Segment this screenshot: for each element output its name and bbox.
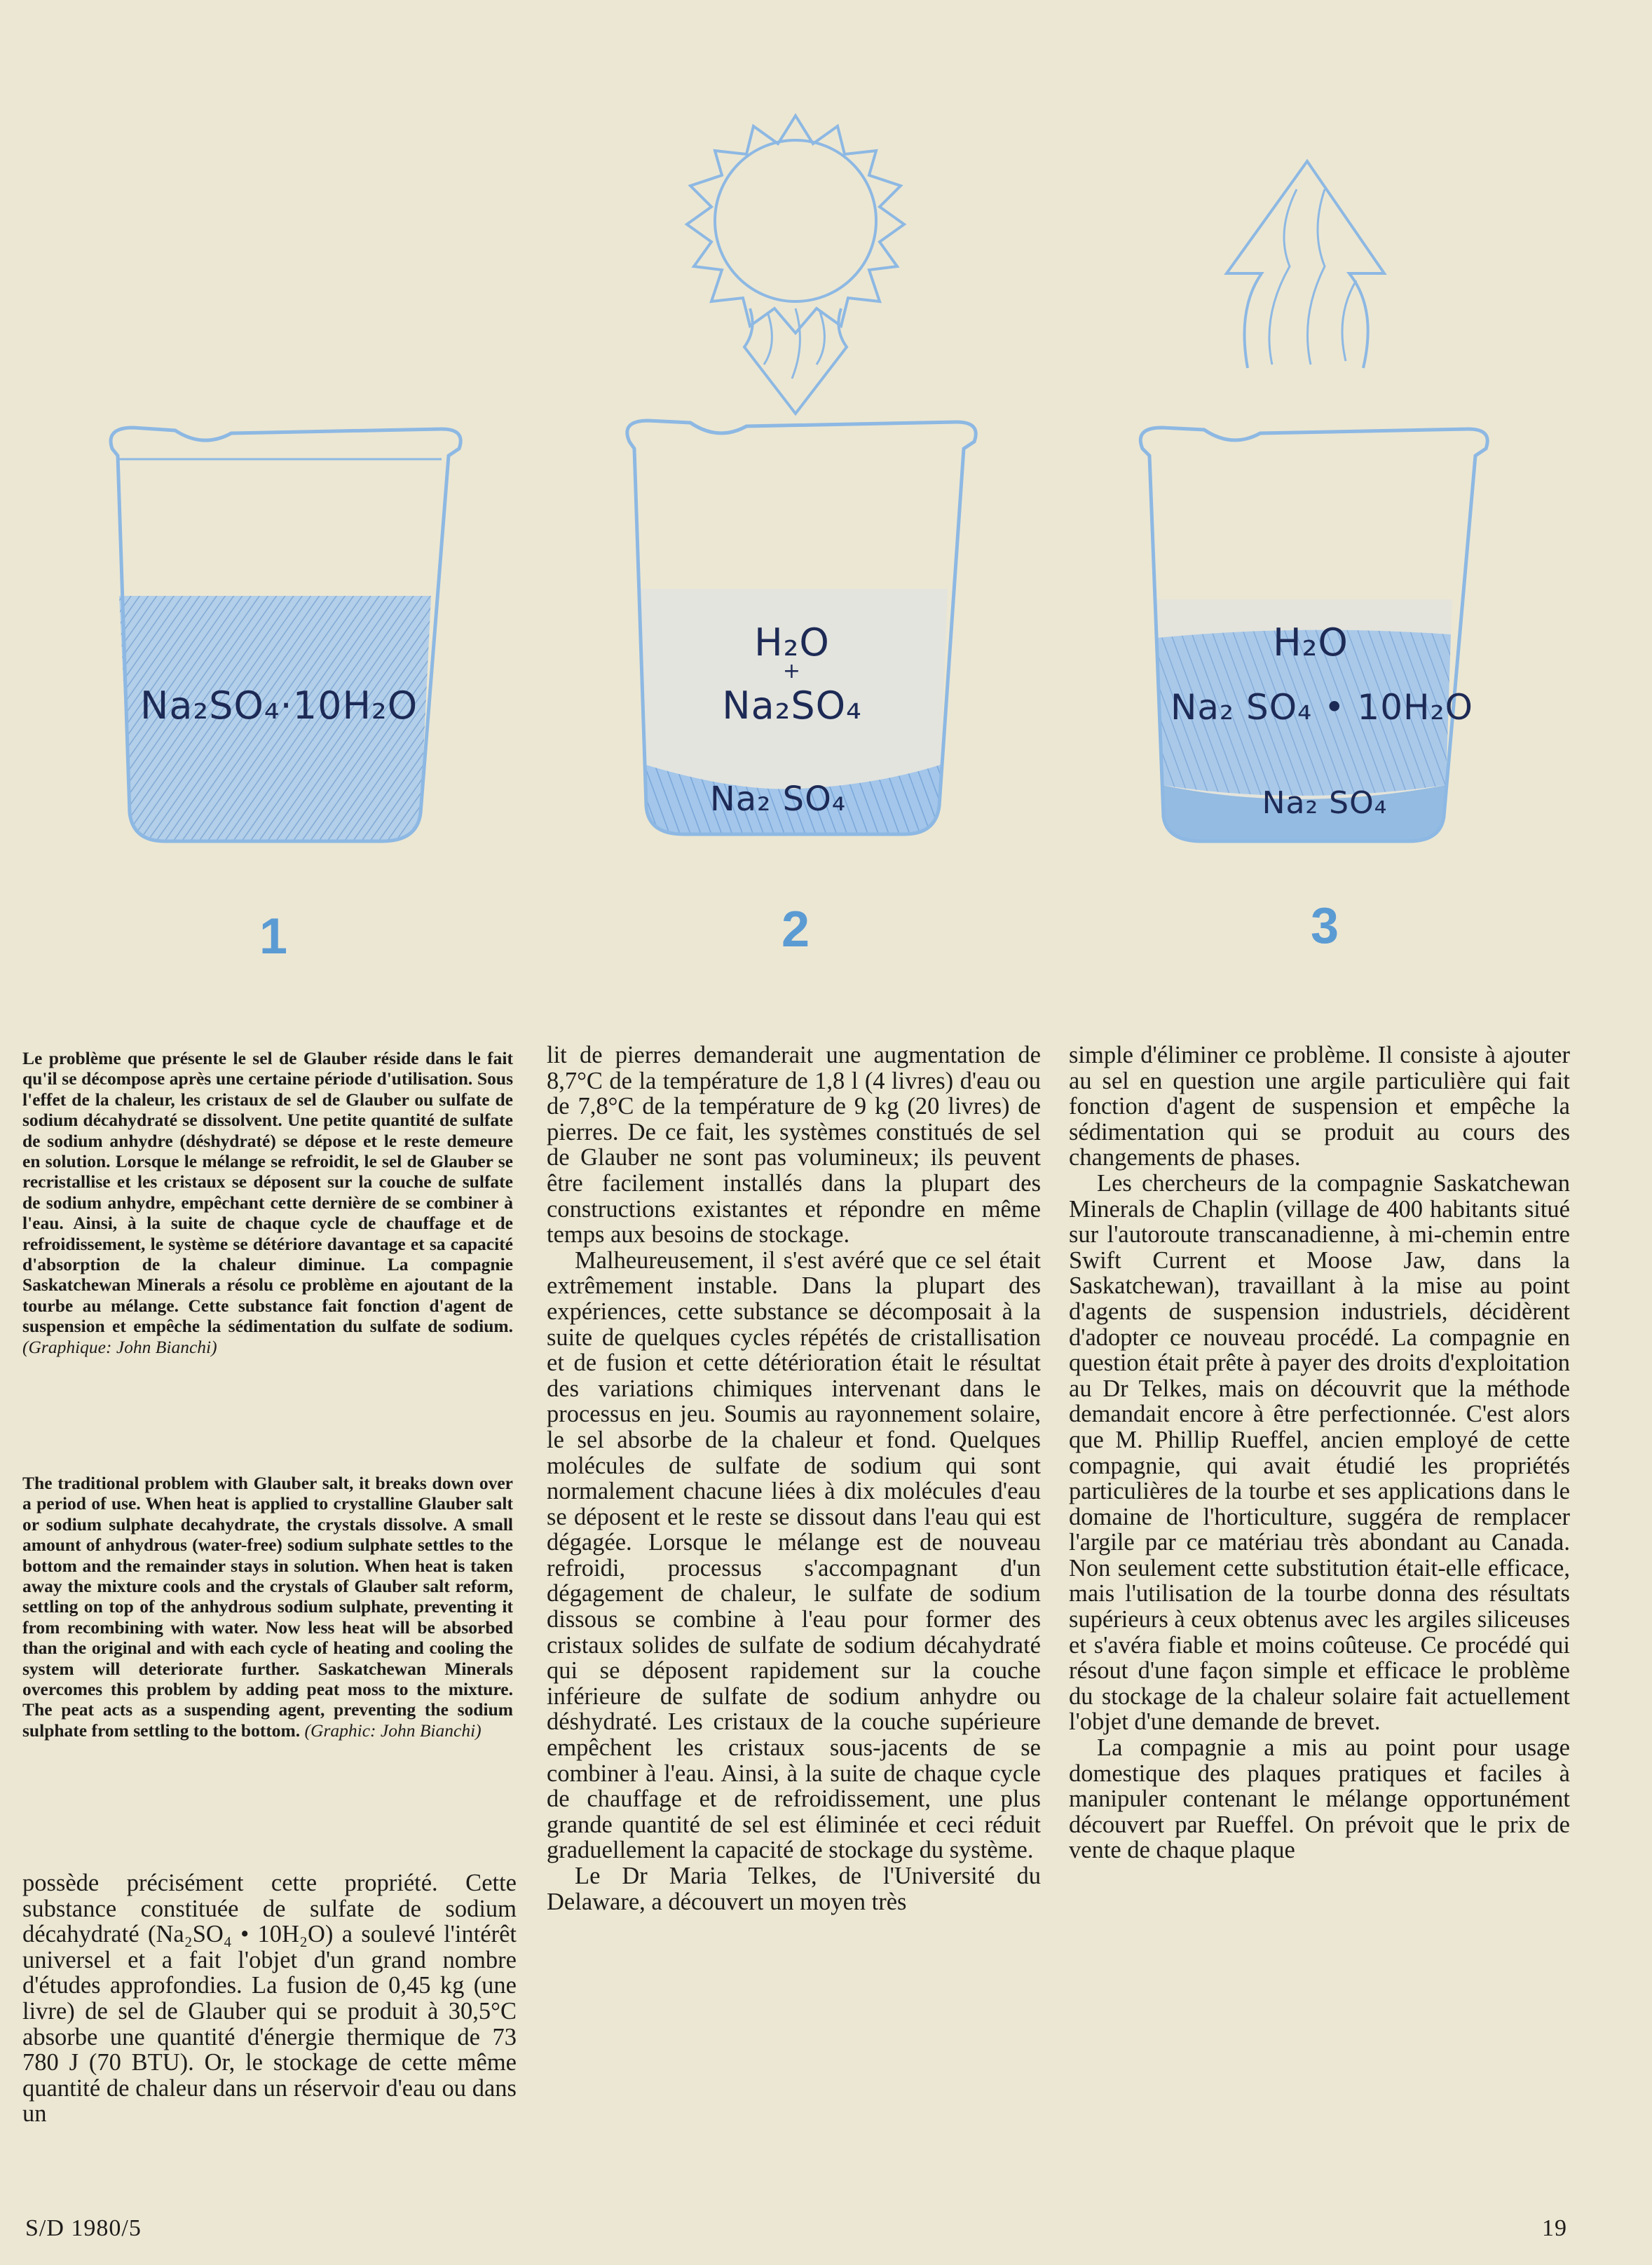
- caption-english-text: The traditional problem with Glauber salt, it breaks down over a period of use. When heat is applied to crystalline Glauber salt or sodium sulphate decahydrate, the crystals dissolve. A small amount of anhydrous (water-free) sodium sulphate settles to the bottom and the remainder stays in solution. When heat is taken away the mixture cools and the crystals of Glauber salt reform, settling on top of the anhydrous sodium sulphate, preventing it from recombining with water. Now less heat will be absorbed than the original and with each cycle of heating and cooling the system will deteriorate further. Saskatchewan Minerals overcomes this problem by adding peat moss to the mixture. The peat acts as a suspending agent, preventing the sodium sulphate from settling to the bottom.: [22, 1473, 513, 1741]
- column-3-paragraph-2: Les chercheurs de la compagnie Saskatchewan Minerals de Chaplin (village de 400 habitants situé sur l'autoroute transcanadienne, à mi-chemin entre Swift Current et Moose Jaw, dans la Saskatchewan), travaillant à la mise au point d'agents de suspension industriels, décidèrent d'adopter ce nouveau procédé. La compagnie en question était prête à payer des droits d'exploitation au Dr Telkes, mais on découvrit que la méthode demandait encore à être perfectionnée. C'est alors que M. Phillip Rueffel, ancien employé de cette compagnie, qui avait étudié les propriétés particulières de la tourbe et ses applications dans le domaine de l'horticulture, suggéra de remplacer l'argile par ce matériau très abondant au Canada. Non seulement cette substitution était-elle efficace, mais l'utilisation de la tourbe donna des résultats supérieurs à ceux obtenus avec les argiles siliceuses et s'avéra fiable et moins coûteuse. Ce procédé qui résout d'une façon simple et efficace le problème du stockage de la chaleur solaire fait actuellement l'objet d'une demande de brevet.: [1069, 1169, 1570, 1736]
- column-3-paragraph-3: La compagnie a mis au point pour usage domestique des plaques pratiques et faciles à manipuler contenant le mélange opportunément découvert par Rueffel. On prévoit que le prix de vente de chaque plaque: [1069, 1734, 1570, 1864]
- caption-french-text: Le problème que présente le sel de Glauber réside dans le fait qu'il se décompose après une certaine période d'utilisation. Sous l'effet de la chaleur, les cristaux de sel de Glauber ou sulfate de sodium décahydraté se dissolvent. Une petite quantité de sulfate de sodium anhydre (déshydraté) se dépose et le reste demeure en solution. Lorsque le mélange se refroidit, le sel de Glauber se recristallise et les cristaux se déposent sur la couche de sulfate de sodium anhydre, empêchant cette dernière de se combiner à l'eau. Ainsi, à la suite de chaque cycle de chauffage et de refroidissement, le système se détériore davantage et sa capacité d'absorption de la chaleur diminue. La compagnie Saskatchewan Minerals a résolu ce problème en ajoutant de la tourbe au mélange. Cette substance fait fonction d'agent de suspension et empêche la sédimentation du sulfate de sodium.: [22, 1048, 513, 1337]
- caption-french-credit: (Graphique: John Bianchi): [22, 1336, 217, 1357]
- caption-english-credit: (Graphic: John Bianchi): [304, 1720, 482, 1741]
- beaker-3-formula-water: H₂O: [1273, 620, 1349, 665]
- column-1-text: [22, 1870, 517, 2127]
- column-2-paragraph-3: Le Dr Maria Telkes, de l'Université du Delaware, a découvert un moyen très: [547, 1863, 1041, 1915]
- caption-english: [22, 1473, 513, 1741]
- sun-icon: [687, 116, 904, 414]
- heat-arrow-icon: [1227, 161, 1384, 368]
- caption-french: [22, 1048, 513, 1357]
- beaker-3-formula-crystals: Na₂ SO₄ • 10H₂O: [1170, 687, 1474, 728]
- column-2-text: [547, 1042, 1041, 1914]
- beaker-2-formula-solution: Na₂SO₄: [722, 683, 862, 728]
- beaker-illustration: [0, 0, 1652, 995]
- beaker-1-formula: Na₂SO₄·10H₂O: [140, 683, 418, 728]
- figure-number-3: 3: [1310, 898, 1339, 954]
- page-number: 19: [1542, 2215, 1567, 2241]
- column-1-paragraph: possède précisément cette propriété. Cette substance constituée de sulfate de sodium décahydraté (Na₂SO₄ • 10H₂O) a soulevé l'intérêt universel et a fait l'objet d'un grand nombre d'études approfondies. La fusion de 0,45 kg (une livre) de sel de Glauber qui se produit à 30,5°C absorbe une quantité d'énergie thermique de 73 780 J (70 BTU). Or, le stockage de cette même quantité de chaleur dans un réservoir d'eau ou dans un: [22, 1870, 517, 2128]
- footer-issue: S/D 1980/5: [25, 2215, 142, 2241]
- beaker-2-formula-sediment: Na₂ SO₄: [709, 780, 847, 819]
- beaker-2-formula-water: H₂O: [754, 620, 830, 665]
- figure-number-2: 2: [781, 902, 810, 958]
- column-3-text: [1069, 1042, 1570, 1863]
- beaker-drawing: [0, 0, 1652, 995]
- beaker-2-formula-plus: +: [782, 659, 802, 683]
- figure-number-1: 1: [259, 909, 288, 965]
- column-2-paragraph-1: lit de pierres demanderait une augmentation de 8,7°C de la température de 1,8 l (4 livres) d'eau ou de 7,8°C de la température de 9 kg (20 livres) de pierres. De ce fait, les systèmes constitués de sel de Glauber ne sont pas volumineux; ils peuvent être facilement installés dans la plupart des constructions existantes et répondre en même temps aux besoins de stockage.: [547, 1042, 1041, 1249]
- beaker-3-formula-sediment: Na₂ SO₄: [1262, 785, 1388, 821]
- beaker-1: [111, 428, 460, 841]
- column-2-paragraph-2: Malheureusement, il s'est avéré que ce sel était extrêmement instable. Dans la plupart des expériences, cette substance se décomposait à la suite de quelques cycles répétés de cristallisation et de fusion et cette détérioration était le résultat des variations chimiques intervenant dans le processus en jeu. Soumis au rayonnement solaire, le sel absorbe de la chaleur et fond. Quelques molécules de sulfate de sodium qui sont normalement chacune liées à dix molécules d'eau se déposent et le reste se dissout dans l'eau qui est dégagée. Lorsque le mélange est de nouveau refroidi, processus s'accompagnant d'un dégagement de chaleur, le sulfate de sodium dissous se combine à l'eau pour former des cristaux solides de sulfate de sodium décahydraté qui se déposent rapidement sur la couche inférieure de sulfate de sodium anhydre ou déshydraté. Les cristaux de la couche supérieure empêchent les cristaux sous-jacents de se combiner à l'eau. Ainsi, à la suite de chaque cycle de chauffage et de refroidissement, une plus grande quantité de sel est éliminée et ceci réduit graduellement la capacité de stockage du système.: [547, 1246, 1041, 1864]
- column-3-paragraph-1: simple d'éliminer ce problème. Il consiste à ajouter au sel en question une argile particulière qui fait fonction d'agent de suspension et empêche la sédimentation qui se produit au cours des changements de phases.: [1069, 1042, 1570, 1171]
